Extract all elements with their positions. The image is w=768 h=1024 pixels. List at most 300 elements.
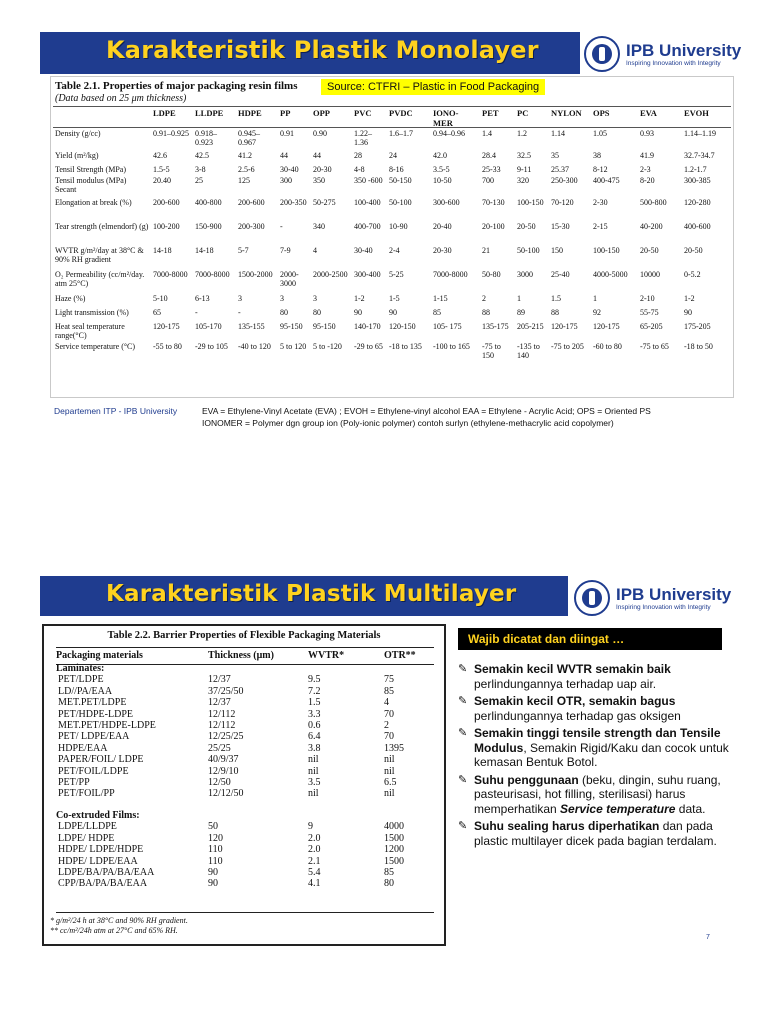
table-cell: 70-130 xyxy=(482,198,505,207)
spacer-row xyxy=(56,800,436,810)
material-name: PET/FOIL/PP xyxy=(58,788,115,800)
note-text: data. xyxy=(675,801,706,816)
table-cell: 9-11 xyxy=(517,165,532,174)
table-cell: 92 xyxy=(593,308,601,317)
column-header: OPP xyxy=(313,108,330,118)
barrier-table xyxy=(56,648,436,890)
table-cell: -75 to 150 xyxy=(482,342,501,360)
table-cell: 1.2 xyxy=(517,129,527,138)
table-cell: 350 xyxy=(313,176,325,185)
table-cell: 2 xyxy=(482,294,486,303)
table-cell: 1.5 xyxy=(551,294,561,303)
department-label: Departemen ITP - IPB University xyxy=(54,406,178,416)
table-row xyxy=(53,308,731,322)
table-cell: -100 to 165 xyxy=(433,342,470,351)
table-cell: 90 xyxy=(208,878,218,890)
property-name: O₂ Permeability (cc/m²/day. atm 25°C) xyxy=(55,270,145,288)
table-cell: 20-30 xyxy=(313,165,332,174)
table-header-row xyxy=(53,107,731,129)
table-cell: 1500-2000 xyxy=(238,270,273,279)
property-name: WVTR g/m²/day at 38°C & 90% RH gradient xyxy=(55,246,144,264)
table-cell: -29 to 105 xyxy=(195,342,228,351)
divider xyxy=(56,912,434,913)
table-cell: 12/37 xyxy=(208,697,231,709)
table-cell: 700 xyxy=(482,176,494,185)
table-cell: 41.2 xyxy=(238,151,252,160)
note-text: (beku, dingin, suhu ruang, pasteurisasi, hot filling, sterilisasi) harus memperhatikan xyxy=(474,772,721,816)
table-cell: 12/37 xyxy=(208,674,231,686)
table-cell: 5.4 xyxy=(308,866,321,878)
table-cell: 30-40 xyxy=(354,246,373,255)
table-cell: 1.05 xyxy=(593,129,607,138)
table-row xyxy=(53,322,731,342)
table-cell: 320 xyxy=(517,176,529,185)
table-cell: 85 xyxy=(433,308,441,317)
note-text: perlindungannya terhadap uap air. xyxy=(474,676,657,691)
table-cell: 3.8 xyxy=(308,742,321,754)
table-cell: 140-170 xyxy=(354,322,381,331)
table-cell: 5-7 xyxy=(238,246,249,255)
column-header: PP xyxy=(280,108,291,118)
table-cell: 20-50 xyxy=(517,222,536,231)
table-cell: 90 xyxy=(684,308,692,317)
ipb-logo xyxy=(584,36,741,72)
slide-multilayer xyxy=(40,576,744,956)
property-name: Heat seal temperature range(°C) xyxy=(55,322,125,340)
note-text: dan pada plastic multilayer dicek pada bagian terdalam. xyxy=(474,819,717,848)
table-cell: 300-385 xyxy=(684,176,711,185)
table-cell: 70-120 xyxy=(551,198,574,207)
table-cell: 25-40 xyxy=(551,270,570,279)
table-cell: 6.5 xyxy=(384,777,397,789)
table-header-row xyxy=(56,648,436,663)
column-header: PET xyxy=(482,108,499,118)
table-cell: 3 xyxy=(280,294,284,303)
note-item xyxy=(458,773,746,817)
column-header: OTR** xyxy=(384,650,416,661)
note-item xyxy=(458,726,746,770)
table-cell: 120-150 xyxy=(389,322,416,331)
logo-name: IPB University xyxy=(626,40,742,60)
material-name: LDPE/LLDPE xyxy=(58,821,117,833)
table-cell: 9 xyxy=(308,821,313,833)
table-row xyxy=(56,743,436,754)
table-cell: 1.6–1.7 xyxy=(389,129,413,138)
table-cell: 70 xyxy=(384,731,394,743)
table-cell: 1 xyxy=(593,294,597,303)
note-item xyxy=(458,694,746,723)
table-cell: 7000-8000 xyxy=(195,270,230,279)
table-cell: -18 to 135 xyxy=(389,342,422,351)
table-cell: nil xyxy=(308,788,319,800)
table-cell: 42.5 xyxy=(195,151,209,160)
table-cell: 2.0 xyxy=(308,832,321,844)
table-cell: 400-600 xyxy=(684,222,711,231)
table-cell: 10-90 xyxy=(389,222,408,231)
table-row xyxy=(56,686,436,697)
material-name: PET/PP xyxy=(58,777,90,789)
table-cell: - xyxy=(195,308,198,317)
table-cell: -60 to 80 xyxy=(593,342,622,351)
note-item xyxy=(458,819,746,848)
pencil-pointer-icon: ✎ xyxy=(458,820,468,832)
group-row xyxy=(56,663,436,674)
table-cell: 90 xyxy=(208,866,218,878)
column-header: PVC xyxy=(354,108,372,118)
table-cell: 1.22–1.36 xyxy=(354,129,372,147)
table-cell: 110 xyxy=(208,855,223,867)
table-cell: 300 xyxy=(280,176,292,185)
table-cell: 80 xyxy=(384,878,394,890)
table-cell: 1.14–1.19 xyxy=(684,129,716,138)
table-cell: 89 xyxy=(517,308,525,317)
table-cell: 350 -600 xyxy=(354,176,383,185)
table-cell: 25.37 xyxy=(551,165,569,174)
table-cell: 40/9/37 xyxy=(208,754,239,766)
notes-panel xyxy=(458,628,746,851)
table-cell: 15-30 xyxy=(551,222,570,231)
table-cell: nil xyxy=(384,754,395,766)
table-row xyxy=(53,246,731,270)
material-name: PET/ LDPE/EAA xyxy=(58,731,130,743)
pencil-pointer-icon: ✎ xyxy=(458,663,468,675)
table-cell: 50-100 xyxy=(517,246,540,255)
column-header: Thickness (μm) xyxy=(208,650,274,661)
table-cell: nil xyxy=(384,788,395,800)
table-cell: - xyxy=(238,308,241,317)
table-cell: 1.5-5 xyxy=(153,165,170,174)
table-cell: 0-5.2 xyxy=(684,270,701,279)
table-cell: 5-10 xyxy=(153,294,168,303)
table-row xyxy=(53,294,731,308)
column-header: Packaging materials xyxy=(56,650,143,661)
table-cell: 65-205 xyxy=(640,322,663,331)
note-emphasis: Semakin kecil OTR, semakin bagus xyxy=(474,694,676,708)
table-cell: 120 xyxy=(208,832,223,844)
logo-name: IPB University xyxy=(616,584,732,604)
table-cell: 2.1 xyxy=(308,855,321,867)
table-cell: 8-20 xyxy=(640,176,655,185)
table-cell: 32.7-34.7 xyxy=(684,151,715,160)
table-cell: 150-900 xyxy=(195,222,222,231)
table-cell: 2-30 xyxy=(593,198,608,207)
table-row xyxy=(56,844,436,855)
material-name: PET/FOIL/LDPE xyxy=(58,765,129,777)
material-name: LD//PA/EAA xyxy=(58,685,113,697)
table-row xyxy=(56,821,436,832)
material-name: LDPE/BA/PA/BA/EAA xyxy=(58,866,155,878)
slide-title: Karakteristik Plastik Monolayer xyxy=(106,36,539,64)
property-name: Elongation at break (%) xyxy=(55,198,132,207)
table-cell: 20-40 xyxy=(433,222,452,231)
table-cell: 250-300 xyxy=(551,176,578,185)
table-cell: 85 xyxy=(384,685,394,697)
table-cell: 12/112 xyxy=(208,708,236,720)
table-row xyxy=(56,833,436,844)
logo-tagline: Inspiring Innovation with Integrity xyxy=(626,59,721,67)
abbreviations-line-1: EVA = Ethylene-Vinyl Acetate (EVA) ; EVOH = Ethylene-vinyl alcohol EAA = Ethylene - Acrylic Acid; OPS = Oriented PS xyxy=(202,406,651,416)
table-row xyxy=(56,856,436,867)
table-cell: 41.9 xyxy=(640,151,654,160)
table-cell: 3 xyxy=(313,294,317,303)
table-subcaption: (Data based on 25 μm thickness) xyxy=(55,93,187,104)
table-cell: 110 xyxy=(208,844,223,856)
table-cell: -75 to 205 xyxy=(551,342,584,351)
table-cell: 32.5 xyxy=(517,151,531,160)
table-cell: 2-15 xyxy=(593,222,608,231)
notes-header: Wajib dicatat dan diingat … xyxy=(458,628,722,650)
material-name: HDPE/ LDPE/HDPE xyxy=(58,844,144,856)
table-row xyxy=(53,342,731,362)
table-row xyxy=(53,270,731,294)
column-header: HDPE xyxy=(238,108,262,118)
table-cell: 40-200 xyxy=(640,222,663,231)
table-cell: 8-12 xyxy=(593,165,608,174)
table-cell: 205-215 xyxy=(517,322,544,331)
table-row xyxy=(53,198,731,222)
note-emphasis: Suhu penggunaan xyxy=(474,772,579,787)
table-cell: 85 xyxy=(384,866,394,878)
table-cell: nil xyxy=(308,765,319,777)
table-cell: 88 xyxy=(551,308,559,317)
table-cell: 4.1 xyxy=(308,878,321,890)
table-cell: -135 to 140 xyxy=(517,342,540,360)
table-cell: 14-18 xyxy=(153,246,172,255)
column-header: EVA xyxy=(640,108,657,118)
table-cell: 28 xyxy=(354,151,362,160)
table-2-2 xyxy=(42,624,446,946)
property-name: Haze (%) xyxy=(55,294,86,303)
table-cell: 2-4 xyxy=(389,246,400,255)
property-name: Service temperature (°C) xyxy=(55,342,136,351)
table-cell: 175-205 xyxy=(684,322,711,331)
table-cell: 12/12/50 xyxy=(208,788,244,800)
material-name: MET.PET/HDPE-LDPE xyxy=(58,720,156,732)
table-cell: 100-150 xyxy=(593,246,620,255)
source-note: Source: CTFRI – Plastic in Food Packaging xyxy=(321,79,545,95)
table-cell: 1395 xyxy=(384,742,404,754)
table-cell: 10000 xyxy=(640,270,660,279)
table-cell: 50-275 xyxy=(313,198,336,207)
pencil-pointer-icon: ✎ xyxy=(458,695,468,707)
table-cell: 42.0 xyxy=(433,151,447,160)
group-row xyxy=(56,810,436,821)
column-header: OPS xyxy=(593,108,610,118)
table-cell: 1.4 xyxy=(482,129,492,138)
table-cell: 100-200 xyxy=(153,222,180,231)
table-cell: 2-3 xyxy=(640,165,651,174)
table-cell: 25-33 xyxy=(482,165,501,174)
table-cell: 1.14 xyxy=(551,129,565,138)
table-cell: 9.5 xyxy=(308,674,321,686)
table-cell: -40 to 120 xyxy=(238,342,271,351)
table-cell: 25/25 xyxy=(208,742,231,754)
table-cell: nil xyxy=(384,765,395,777)
table-cell: 400-475 xyxy=(593,176,620,185)
table-row xyxy=(53,176,731,198)
property-name: Density (g/cc) xyxy=(55,129,101,138)
table-cell: - xyxy=(280,222,283,231)
table-cell: 6-13 xyxy=(195,294,210,303)
note-item xyxy=(458,662,746,691)
table-cell: 7000-8000 xyxy=(433,270,468,279)
pencil-pointer-icon: ✎ xyxy=(458,727,468,739)
table-cell: 50 xyxy=(208,821,218,833)
table-cell: 1500 xyxy=(384,832,404,844)
table-cell: 80 xyxy=(313,308,321,317)
material-name: PET/LDPE xyxy=(58,674,104,686)
table-cell: 7-9 xyxy=(280,246,291,255)
table-cell: nil xyxy=(308,754,319,766)
table-cell: 400-700 xyxy=(354,222,381,231)
table-cell: 70 xyxy=(384,708,394,720)
table-cell: 95-150 xyxy=(313,322,336,331)
material-name: CPP/BA/PA/BA/EAA xyxy=(58,878,148,890)
property-name: Light transmission (%) xyxy=(55,308,129,317)
table-cell: 50-80 xyxy=(482,270,501,279)
table-cell: 50-150 xyxy=(389,176,412,185)
note-emphasis: Suhu sealing harus diperhatikan xyxy=(474,819,660,833)
table-cell: 2-10 xyxy=(640,294,655,303)
table-row xyxy=(56,878,436,889)
table-row xyxy=(56,674,436,685)
table-cell: 12/112 xyxy=(208,720,236,732)
table-cell: 5 to -120 xyxy=(313,342,342,351)
table-cell: 200-300 xyxy=(238,222,265,231)
table-cell: 3-8 xyxy=(195,165,206,174)
table-cell: 400-800 xyxy=(195,198,222,207)
table-cell: 1-2 xyxy=(354,294,365,303)
property-name: Tear strength (elmendorf) (g) xyxy=(55,222,149,231)
table-cell: 42.6 xyxy=(153,151,167,160)
column-header: EVOH xyxy=(684,108,709,118)
table-cell: 100-150 xyxy=(517,198,544,207)
note-text: , Semakin Rigid/Kaku dan cocok untuk kemasan Bentuk Botol. xyxy=(474,740,729,769)
table-cell: 0.945–0.967 xyxy=(238,129,260,147)
table-cell: 0.91–0.925 xyxy=(153,129,189,138)
table-row xyxy=(56,777,436,788)
property-name: Tensil modulus (MPa) Secant xyxy=(55,176,127,194)
table-cell: 7.2 xyxy=(308,685,321,697)
table-cell: 2000-2500 xyxy=(313,270,348,279)
table-cell: 1 xyxy=(517,294,521,303)
table-row xyxy=(56,788,436,799)
table-cell: -29 to 65 xyxy=(354,342,383,351)
table-cell: 90 xyxy=(389,308,397,317)
column-header: LLDPE xyxy=(195,108,224,118)
table-cell: 1-15 xyxy=(433,294,448,303)
column-header: IONO-MER xyxy=(433,108,459,128)
table-cell: 95-150 xyxy=(280,322,303,331)
table-cell: 65 xyxy=(153,308,161,317)
table-cell: 4000 xyxy=(384,821,404,833)
table-cell: 28.4 xyxy=(482,151,496,160)
table-cell: 90 xyxy=(354,308,362,317)
table-cell: 20-100 xyxy=(482,222,505,231)
table-cell: -18 to 50 xyxy=(684,342,713,351)
table-cell: 300-400 xyxy=(354,270,381,279)
table-cell: 1-2 xyxy=(684,294,695,303)
column-header: PVDC xyxy=(389,108,413,118)
table-footnotes xyxy=(50,916,188,936)
table-cell: 8-16 xyxy=(389,165,404,174)
material-name: PAPER/FOIL/ LDPE xyxy=(58,754,144,766)
table-row xyxy=(53,129,731,151)
footnote-otr: ** cc/m²/24h atm at 27°C and 65% RH. xyxy=(50,926,178,935)
table-cell: 14-18 xyxy=(195,246,214,255)
table-cell: 30-40 xyxy=(280,165,299,174)
table-cell: 4 xyxy=(313,246,317,255)
material-name: MET.PET/LDPE xyxy=(58,697,127,709)
table-cell: 20-50 xyxy=(640,246,659,255)
table-caption: Table 2.2. Barrier Properties of Flexible Packaging Materials xyxy=(107,630,381,641)
table-cell: 3 xyxy=(238,294,242,303)
table-cell: 3000 xyxy=(517,270,533,279)
table-cell: -55 to 80 xyxy=(153,342,182,351)
table-2-1 xyxy=(50,76,734,398)
table-cell: 4000-5000 xyxy=(593,270,628,279)
properties-table xyxy=(53,107,731,362)
table-cell: 20-30 xyxy=(433,246,452,255)
table-cell: 2000-3000 xyxy=(280,270,299,288)
note-emphasis: Semakin kecil WVTR semakin baik xyxy=(474,662,671,676)
table-cell: 0.90 xyxy=(313,129,327,138)
notes-list xyxy=(458,662,746,848)
table-cell: 0.91 xyxy=(280,129,294,138)
note-emphasis: Semakin tinggi tensile strength dan Tensile Modulus xyxy=(474,726,721,755)
table-cell: 10-50 xyxy=(433,176,452,185)
table-cell: 44 xyxy=(313,151,321,160)
table-row xyxy=(53,151,731,165)
column-header: PC xyxy=(517,108,529,118)
table-cell: 12/50 xyxy=(208,777,231,789)
column-header xyxy=(53,107,151,129)
table-cell: 4 xyxy=(384,697,389,709)
note-text: perlindungannya terhadap gas oksigen xyxy=(474,708,681,723)
table-cell: 50-100 xyxy=(389,198,412,207)
table-cell: 25 xyxy=(195,176,203,185)
table-cell: 120-175 xyxy=(593,322,620,331)
column-header: NYLON xyxy=(551,108,582,118)
column-header: LDPE xyxy=(153,108,176,118)
table-cell: 1500 xyxy=(384,855,404,867)
logo-tagline: Inspiring Innovation with Integrity xyxy=(616,603,711,611)
table-cell: 44 xyxy=(280,151,288,160)
slide-title: Karakteristik Plastik Multilayer xyxy=(106,581,517,607)
ipb-logo xyxy=(574,580,731,616)
table-cell: 0.6 xyxy=(308,720,321,732)
table-cell: 37/25/50 xyxy=(208,685,244,697)
table-cell: 3.5 xyxy=(308,777,321,789)
ipb-emblem-icon xyxy=(574,580,610,616)
table-cell: 0.94–0.96 xyxy=(433,129,465,138)
table-cell: 3.3 xyxy=(308,708,321,720)
table-cell: 6.4 xyxy=(308,731,321,743)
table-cell: 12/9/10 xyxy=(208,765,239,777)
table-cell: 500-800 xyxy=(640,198,667,207)
table-cell: 55-75 xyxy=(640,308,659,317)
table-cell: 24 xyxy=(389,151,397,160)
table-cell: 2 xyxy=(384,720,389,732)
abbreviations-line-2: IONOMER = Polymer dgn group ion (Poly-ionic polymer) contoh surlyn (ethylene-methacrylic acid copolymer) xyxy=(202,418,614,428)
table-cell: 4-8 xyxy=(354,165,365,174)
table-cell: 125 xyxy=(238,176,250,185)
table-cell: 1.5 xyxy=(308,697,321,709)
pencil-pointer-icon: ✎ xyxy=(458,773,468,786)
slide-monolayer xyxy=(40,32,744,442)
material-name: PET/HDPE-LDPE xyxy=(58,708,133,720)
table-cell: 200-600 xyxy=(153,198,180,207)
